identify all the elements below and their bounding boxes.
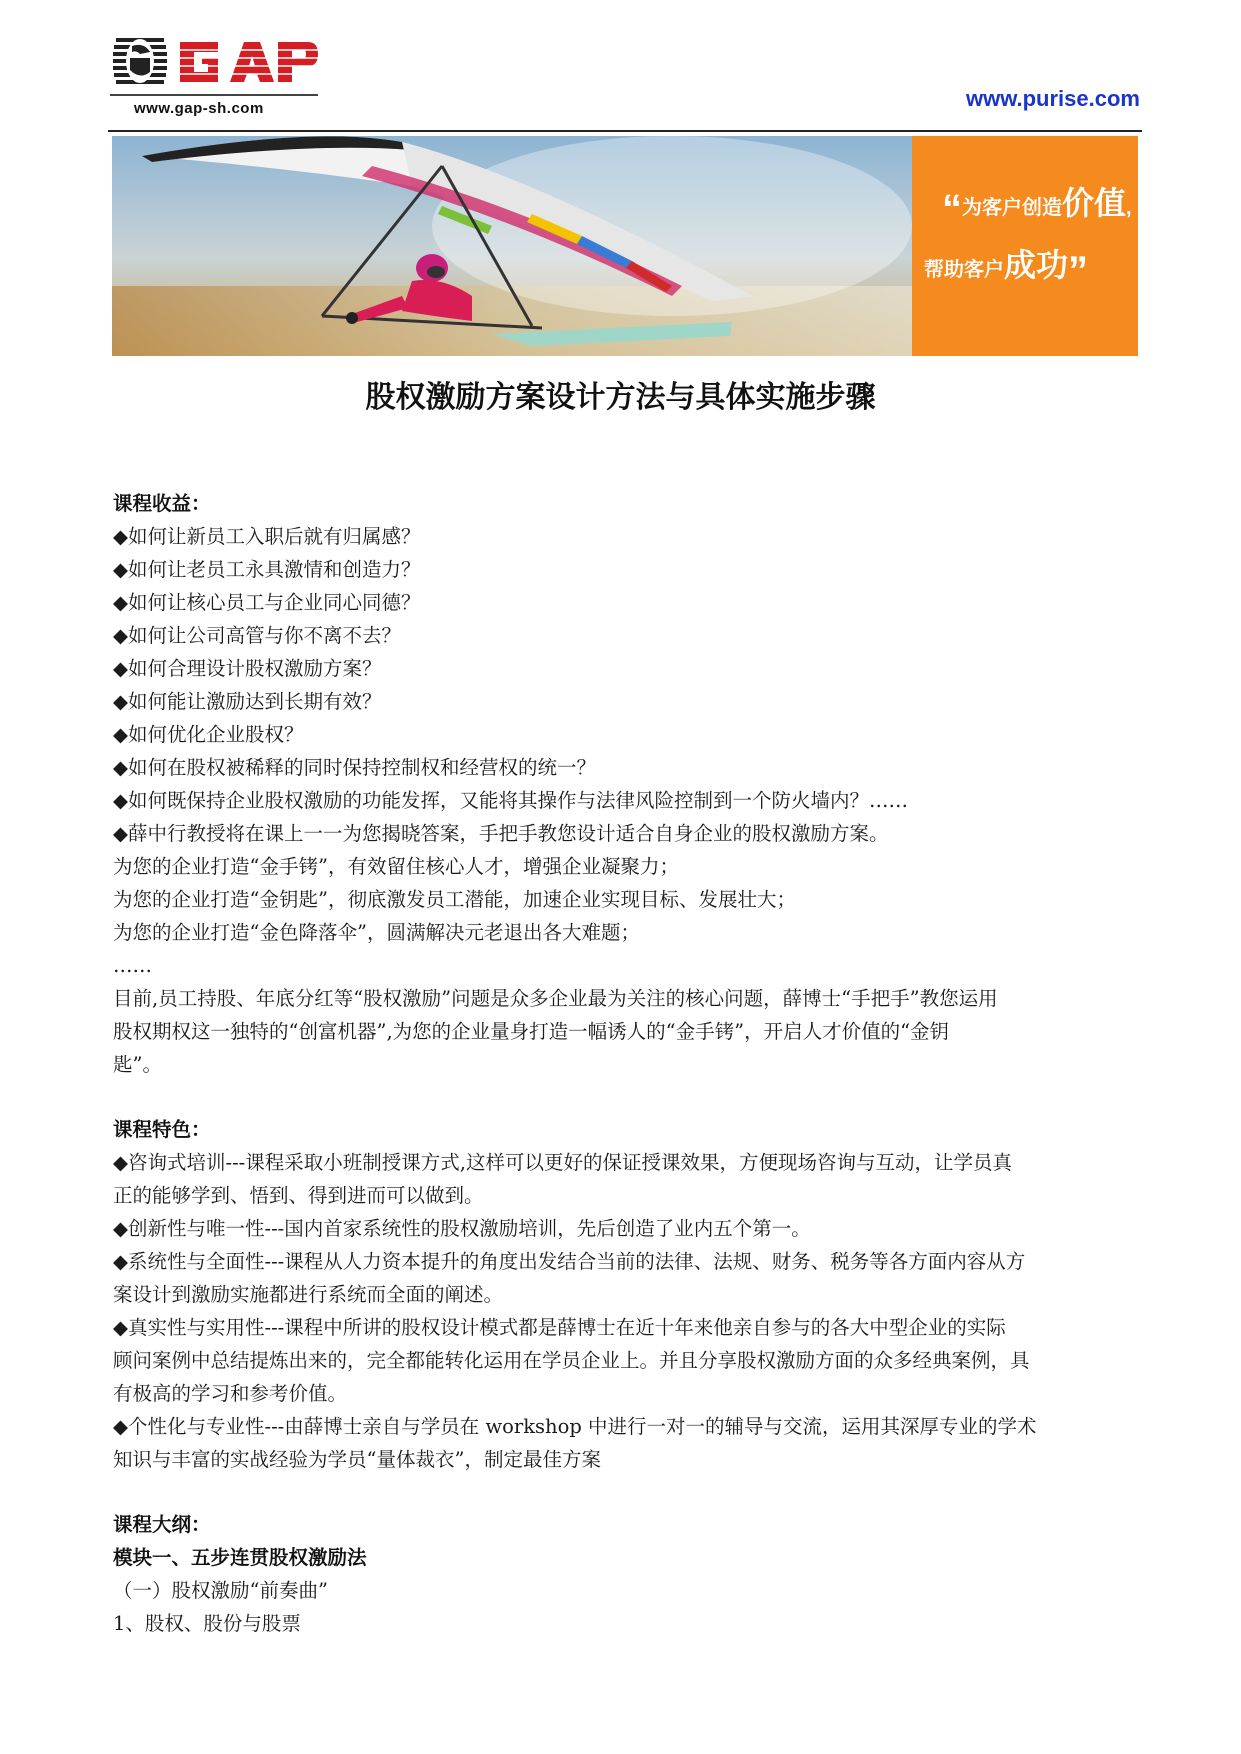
outline-heading: 课程大纲： xyxy=(113,1513,211,1536)
page-header xyxy=(110,28,1140,132)
benefit-item: ◆如何优化企业股权？ xyxy=(113,723,304,746)
benefit-item: ◆如何能让激励达到长期有效？ xyxy=(113,690,382,713)
benefit-item: 为您的企业打造“金钥匙”，彻底激发员工潜能，加速企业实现目标、发展壮大； xyxy=(113,888,796,911)
header-divider xyxy=(108,130,1142,132)
feature-line: ◆系统性与全面性---课程从人力资本提升的角度出发结合当前的法律、法规、财务、税务等各方面内容从方 xyxy=(113,1250,1026,1273)
benefit-item: …… xyxy=(113,954,152,977)
feature-line: 知识与丰富的实战经验为学员“量体裁衣”，制定最佳方案 xyxy=(113,1448,601,1471)
open-quote-icon: “ xyxy=(942,187,962,231)
benefit-paragraph-line: 目前,员工持股、年底分红等“股权激励”问题是众多企业最为关注的核心问题，薛博士“手把手”教您运用 xyxy=(113,987,998,1010)
slogan-panel xyxy=(912,136,1138,356)
site-url-link[interactable]: www.purise.com xyxy=(965,86,1140,111)
feature-line: ◆咨询式培训---课程采取小班制授课方式,这样可以更好的保证授课效果，方便现场咨询与互动，让学员真 xyxy=(113,1151,1012,1174)
hero-banner xyxy=(112,136,1138,356)
slogan-line-1-emphasis: 价值 xyxy=(1062,185,1127,221)
benefit-item: ◆如何让老员工永具激情和创造力？ xyxy=(113,558,421,581)
slogan-line-1: “为客户创造价值, xyxy=(942,185,1132,231)
hang-glider-photo xyxy=(112,136,912,356)
module-heading: 模块一、五步连贯股权激励法 xyxy=(113,1546,367,1569)
slogan-line-1-text: 为客户创造 xyxy=(962,197,1062,219)
benefit-item: ◆如何让核心员工与企业同心同德？ xyxy=(113,591,421,614)
benefit-item: ◆如何既保持企业股权激励的功能发挥，又能将其操作与法律风险控制到一个防火墙内？…… xyxy=(113,789,908,812)
document-body xyxy=(113,487,1143,1640)
feature-line: ◆真实性与实用性---课程中所讲的股权设计模式都是薛博士在近十年来他亲自参与的各大中型企业的实际 xyxy=(113,1316,1006,1339)
benefit-item: ◆如何合理设计股权激励方案？ xyxy=(113,657,382,680)
logo-url[interactable]: www.gap-sh.com xyxy=(134,100,264,117)
gap-logo xyxy=(110,28,320,122)
logo-underline xyxy=(110,94,318,96)
feature-line: 顾问案例中总结提炼出来的，完全都能转化运用在学员企业上。并且分享股权激励方面的众多经典案例，具 xyxy=(113,1349,1030,1372)
benefit-item: ◆如何让新员工入职后就有归属感？ xyxy=(113,525,421,548)
feature-line: ◆创新性与唯一性---国内首家系统性的股权激励培训，先后创造了业内五个第一。 xyxy=(113,1217,811,1240)
document-title: 股权激励方案设计方法与具体实施步骤 xyxy=(365,380,876,415)
feature-line: 正的能够学到、悟到、得到进而可以做到。 xyxy=(113,1184,484,1207)
outline-item: 1、股权、股份与股票 xyxy=(113,1612,301,1635)
gap-logo-icon xyxy=(110,28,320,94)
slogan-line-2 xyxy=(924,240,1088,294)
feature-line: 案设计到激励实施都进行系统而全面的阐述。 xyxy=(113,1283,504,1306)
benefit-item: ◆如何在股权被稀释的同时保持控制权和经营权的统一？ xyxy=(113,756,596,779)
feature-line: 有极高的学习和参考价值。 xyxy=(113,1382,348,1405)
slogan-line-2-text: 帮助客户 xyxy=(924,259,1004,281)
benefit-item: ◆薛中行教授将在课上一一为您揭晓答案，手把手教您设计适合自身企业的股权激励方案。 xyxy=(113,822,889,845)
outline-section: （一）股权激励“前奏曲” xyxy=(113,1579,328,1602)
benefit-item: 为您的企业打造“金色降落伞”，圆满解决元老退出各大难题； xyxy=(113,921,640,944)
slogan-line-2-emphasis: 成功 xyxy=(1004,247,1069,283)
benefit-item: 为您的企业打造“金手铐”，有效留住核心人才，增强企业凝聚力； xyxy=(113,855,679,878)
benefits-heading: 课程收益： xyxy=(113,492,211,515)
benefit-item: ◆如何让公司高管与你不离不去？ xyxy=(113,624,401,647)
feature-line: ◆个性化与专业性---由薛博士亲自与学员在 workshop 中进行一对一的辅导与交流，运用其深厚专业的学术 xyxy=(113,1415,1037,1438)
close-quote-icon: ” xyxy=(1068,249,1089,293)
features-heading: 课程特色： xyxy=(113,1118,211,1141)
benefit-paragraph-line: 股权期权这一独特的“创富机器”,为您的企业量身打造一幅诱人的“金手铐”，开启人才价值的“金钥 xyxy=(113,1020,950,1043)
benefit-paragraph-line: 匙”。 xyxy=(113,1053,162,1076)
